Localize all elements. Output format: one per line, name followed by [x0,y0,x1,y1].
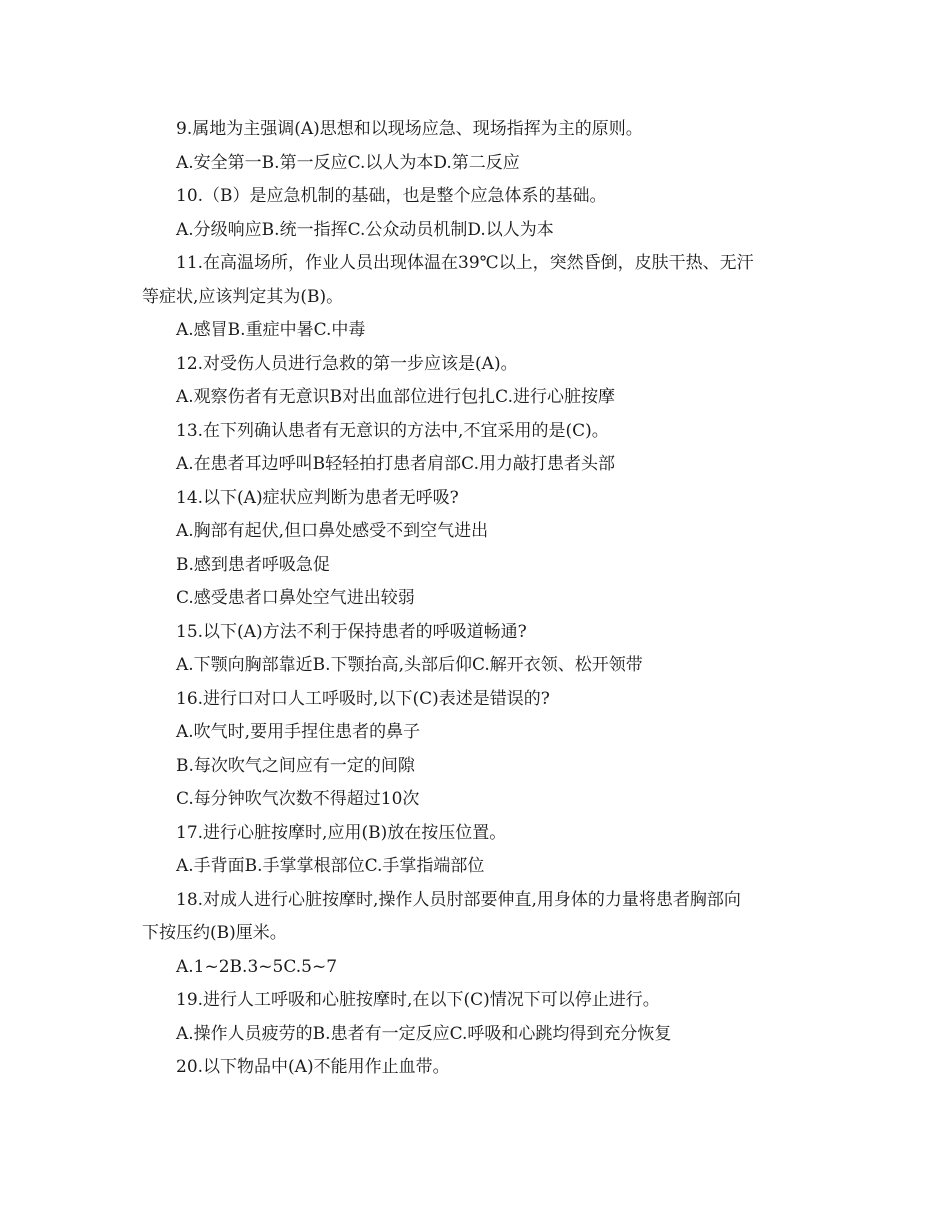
text-line: 11.在高温场所，作业人员出现体温在39℃以上，突然昏倒，皮肤干热、无汗 [176,253,754,273]
text-line: 9.属地为主强调(A)思想和以现场应急、现场指挥为主的原则。 [176,119,643,139]
text-line: A.在患者耳边呼叫B轻轻拍打患者肩部C.用力敲打患者头部 [176,454,615,474]
text-line: A.吹气时,要用手捏住患者的鼻子 [176,722,421,742]
text-line: 12.对受伤人员进行急救的第一步应该是(A)。 [176,353,518,374]
text-line: C.每分钟吹气次数不得超过10次 [176,789,420,809]
text-line-continuation: 下按压约(B)厘米。 [142,923,287,943]
document-body [142,113,822,1085]
text-line-continuation: 等症状,应该判定其为(B)。 [142,286,344,307]
text-line: 10.（B）是应急机制的基础，也是整个应急体系的基础。 [176,186,607,206]
text-line: C.感受患者口鼻处空气进出较弱 [176,588,415,608]
text-line: 19.进行人工呼吸和心脏按摩时,在以下(C)情况下可以停止进行。 [176,990,660,1010]
text-line: A.手背面B.手掌掌根部位C.手掌指端部位 [176,856,485,876]
text-line: 20.以下物品中(A)不能用作止血带。 [176,1057,450,1077]
text-line: A.1~2B.3~5C.5~7 [176,956,338,977]
text-line: A.分级响应B.统一指挥C.公众动员机制D.以人为本 [176,219,554,240]
text-line: A.安全第一B.第一反应C.以人为本D.第二反应 [176,152,520,173]
text-line: 13.在下列确认患者有无意识的方法中,不宜采用的是(C)。 [176,420,609,441]
text-line: 15.以下(A)方法不利于保持患者的呼吸道畅通? [176,621,527,642]
text-line: 14.以下(A)症状应判断为患者无呼吸? [176,487,459,508]
text-line: A.观察伤者有无意识B对出血部位进行包扎C.进行心脏按摩 [176,387,615,407]
text-line: A.胸部有起伏,但口鼻处感受不到空气进出 [176,521,489,541]
text-line: A.感冒B.重症中暑C.中毒 [176,320,366,340]
text-line: A.下颚向胸部靠近B.下颚抬高,头部后仰C.解开衣领、松开领带 [176,655,643,675]
text-line: 17.进行心脏按摩时,应用(B)放在按压位置。 [176,822,507,843]
text-line: 18.对成人进行心脏按摩时,操作人员肘部要伸直,用身体的力量将患者胸部向 [176,889,741,910]
text-line: B.感到患者呼吸急促 [176,554,330,575]
text-line: B.每次吹气之间应有一定的间隙 [176,755,415,776]
text-line: 16.进行口对口人工呼吸时,以下(C)表述是错误的? [176,688,550,709]
text-line: A.操作人员疲劳的B.患者有一定反应C.呼吸和心跳均得到充分恢复 [176,1023,672,1044]
